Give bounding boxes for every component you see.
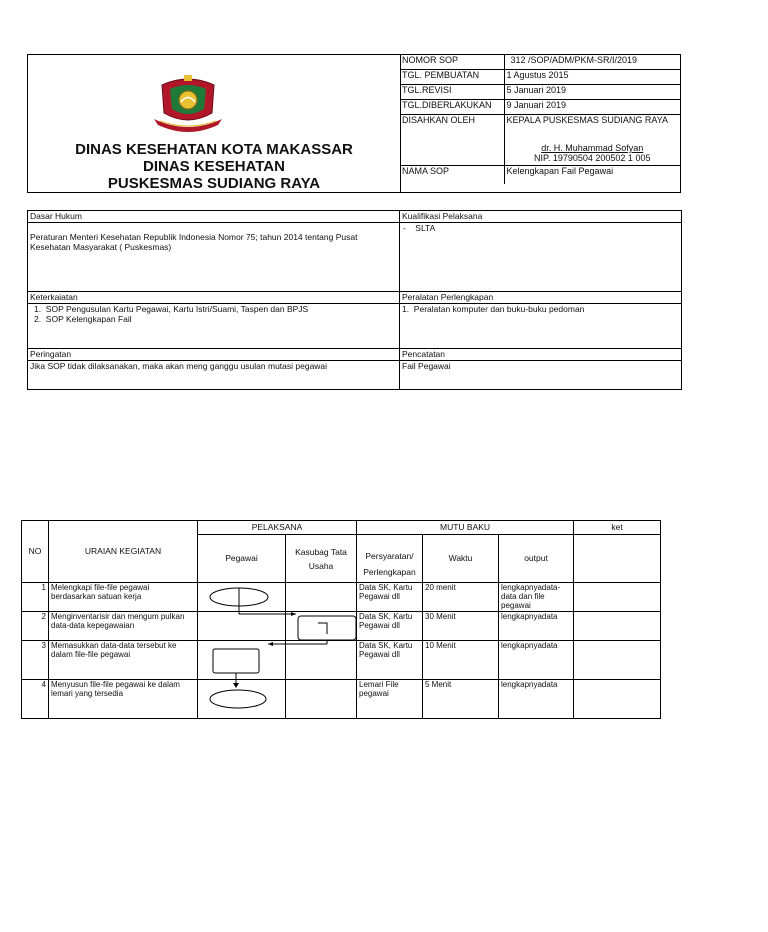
- row-no: 2: [22, 612, 49, 641]
- dasar-hukum-label: Dasar Hukum: [28, 211, 400, 223]
- row-uraian: Melengkapi file-file pegawai berdasarkan satuan kerja: [49, 583, 198, 612]
- row-waktu: 30 Menit: [423, 612, 499, 641]
- keterkaitan-label: Keterkaiatan: [28, 292, 400, 304]
- approved-title: KEPALA PUSKESMAS SUDIANG RAYA: [506, 115, 669, 125]
- meta-label: TGL. PEMBUATAN: [400, 70, 504, 85]
- col-pelaksana: PELAKSANA: [198, 521, 357, 535]
- peringatan-label: Peringatan: [28, 349, 400, 361]
- pencatatan-label: Pencatatan: [400, 349, 682, 361]
- meta-label: TGL.DIBERLAKUKAN: [400, 100, 504, 115]
- col-kasubag: Kasubag Tata Usaha: [286, 535, 357, 583]
- meta-value: 5 Januari 2019: [504, 85, 680, 100]
- row-uraian: Menyusun file-file pegawai ke dalam lemari yang tersedia: [49, 680, 198, 719]
- process-shape-pegawai: [213, 649, 259, 673]
- row-persyaratan: Data SK, Kartu Pegawai dll: [357, 641, 423, 680]
- row-no: 3: [22, 641, 49, 680]
- meta-value: 9 Januari 2019: [504, 100, 680, 115]
- row-output: lengkapnyadata: [499, 680, 574, 719]
- peralatan-label: Peralatan Perlengkapan: [400, 292, 682, 304]
- sop-name-label: NAMA SOP: [400, 166, 504, 185]
- arrow-head: [233, 683, 239, 688]
- col-pegawai: Pegawai: [198, 535, 286, 583]
- peringatan-text: Jika SOP tidak dilaksanakan, maka akan meng ganggu usulan mutasi pegawai: [28, 361, 400, 390]
- col-output: output: [499, 535, 574, 583]
- row-uraian: Memasukkan data-data tersebut ke dalam file-file pegawai: [49, 641, 198, 680]
- approved-label: DISAHKAN OLEH: [400, 115, 504, 166]
- row-waktu: 5 Menit: [423, 680, 499, 719]
- row-uraian: Menginventarisir dan mengum pulkan data-data kepegawaian: [49, 612, 198, 641]
- row-output: lengkapnyadata: [499, 612, 574, 641]
- row-waktu: 20 menit: [423, 583, 499, 612]
- org-name-line1: DINAS KESEHATAN KOTA MAKASSAR: [75, 141, 353, 158]
- col-mutu-baku: MUTU BAKU: [357, 521, 574, 535]
- col-no: NO: [22, 521, 49, 583]
- col-persyaratan: Persyaratan/ Perlengkapan: [357, 535, 423, 583]
- sop-name-value: Kelengkapan Fail Pegawai: [504, 166, 680, 185]
- row-persyaratan: Lemari File pegawai: [357, 680, 423, 719]
- keterkaitan-item: 2. SOP Kelengkapan Fail: [34, 314, 132, 324]
- col-waktu: Waktu: [423, 535, 499, 583]
- kualifikasi-label: Kualifikasi Pelaksana: [400, 211, 682, 223]
- approved-name: dr. H. Muhammad Sofyan: [541, 143, 644, 153]
- org-name-line3: PUSKESMAS SUDIANG RAYA: [107, 175, 321, 192]
- arrow-head: [268, 642, 273, 646]
- row-no: 1: [22, 583, 49, 612]
- dasar-hukum-text: Peraturan Menteri Kesehatan Republik Indonesia Nomor 75; tahun 2014 tentang Pusat Kesehatan Masyarakat ( Puskesmas): [28, 223, 400, 292]
- meta-value: 312 /SOP/ADM/PKM-SR/I/2019: [504, 55, 680, 70]
- terminator-end-shape: [210, 690, 266, 708]
- row-persyaratan: Data SK, Kartu Pegawai dll: [357, 583, 423, 612]
- kualifikasi-text: - SLTA: [400, 223, 682, 292]
- col-uraian: URAIAN KEGIATAN: [49, 521, 198, 583]
- row-output: lengkapnyadata: [499, 641, 574, 680]
- meta-label: TGL.REVISI: [400, 85, 504, 100]
- row-no: 4: [22, 680, 49, 719]
- keterkaitan-item: 1. SOP Pengusulan Kartu Pegawai, Kartu Istri/Suami, Taspen dan BPJS: [34, 304, 309, 314]
- arrow-head: [291, 612, 296, 616]
- org-name-line2: DINAS KESEHATAN: [143, 158, 285, 175]
- approved-nip: NIP. 19790504 200502 1 005: [534, 153, 651, 163]
- row-output: lengkapnyadata-data dan file pegawai: [499, 583, 574, 612]
- meta-value: 1 Agustus 2015: [504, 70, 680, 85]
- row-waktu: 10 Menit: [423, 641, 499, 680]
- meta-label: NOMOR SOP: [400, 55, 504, 70]
- pencatatan-text: Fail Pegawai: [400, 361, 682, 390]
- peralatan-text: 1. Peralatan komputer dan buku-buku pedoman: [400, 304, 682, 349]
- row-persyaratan: Data SK, Kartu Pegawai dll: [357, 612, 423, 641]
- col-ket: ket: [574, 521, 661, 535]
